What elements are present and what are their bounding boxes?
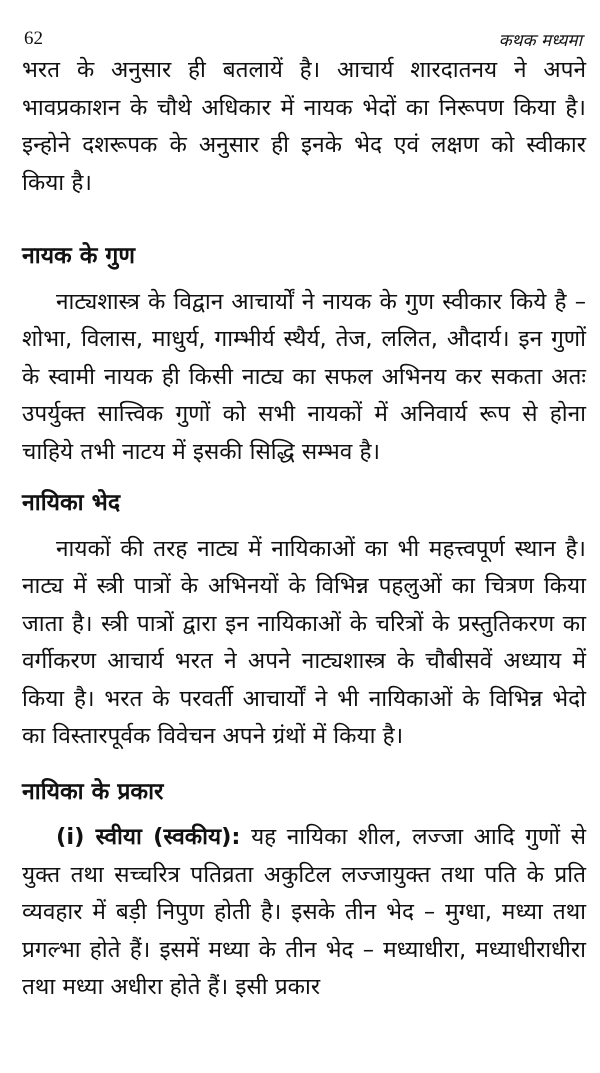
section-heading-hero-qualities: नायक के गुण bbox=[22, 243, 135, 269]
paragraph-continuation: भरत के अनुसार ही बतलायें है। आचार्य शारदातनय ने अपने भावप्रकाशन के चौथे अधिकार में नायक भेदों का निरूपण किया है। इन्होने दशरूपक के अनुसार ही इनके भेद एवं लक्षण को स्वीकार किया है। bbox=[22, 57, 586, 196]
paragraph-heroine-kinds bbox=[22, 819, 586, 1007]
paragraph-heroine-types: नायकों की तरह नाट्य में नायिकाओं का भी महत्त्वपूर्ण स्थान है। नाट्य में स्त्री पात्रों के अभिनयों के विभिन्न पहलुओं का चित्रण किया जाता है। स्त्री पात्रों द्वारा इन नायिकाओं के चरित्रों के प्रस्तुतिकरण का वर्गीकरण आचार्य भरत ने अपने नाट्यशास्त्र के चौबीसवें अध्याय में किया है। भरत के परवर्ती आचार्यों ने भी नायिकाओं के विभिन्न भेदो का विस्तारपूर्वक विवेचन अपने ग्रंथों में किया है। bbox=[22, 535, 586, 749]
section-heading-heroine-kinds: नायिका के प्रकार bbox=[22, 778, 164, 805]
paragraph-hero-qualities: नाट्यशास्त्र के विद्वान आचार्यों ने नायक के गुण स्वीकार किये है – शोभा, विलास, माधुर्य, गाम्भीर्य स्थैर्य, तेज, ललित, औदार्य। इन गुणों के स्वामी नायक ही किसी नाट्य का सफल अभिनय कर सकता अतः उपर्युक्त सात्त्विक गुणों को सभी नायकों में अनिवार्य रूप से होना चाहिये तभी नाटय में इसकी सिद्धि सम्भव है। bbox=[22, 288, 586, 465]
term-swakiya: (i) स्वीया (स्वकीय): bbox=[56, 824, 241, 850]
page-number: 62 bbox=[24, 28, 43, 49]
page-header bbox=[22, 0, 586, 52]
running-title: कथक मध्यमा bbox=[498, 31, 582, 51]
section-heading-heroine-types: नायिका भेद bbox=[22, 490, 121, 516]
paragraph-heroine-kinds-text: यह नायिका शील, लज्जा आदि गुणों से युक्त तथा सच्चरित्र पतिव्रता अकुटिल लज्जायुक्त तथा पति के प्रति व्यवहार में बड़ी निपुण होती है। इसके तीन भेद – मुग्धा, मध्या तथा प्रगल्भा होते हैं। इसमें मध्या के तीन भेद – मध्याधीरा, मध्याधीराधीरा तथा मध्या अधीरा होते हैं। इसी प्रकार bbox=[22, 824, 586, 1000]
